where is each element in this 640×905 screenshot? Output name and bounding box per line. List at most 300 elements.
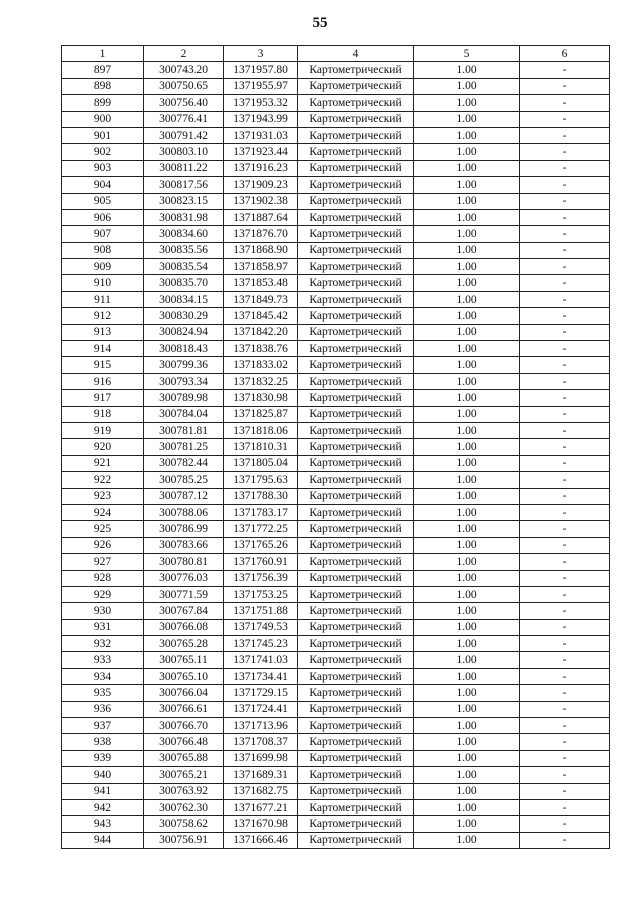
table-row	[62, 422, 610, 438]
note-cell: -	[520, 537, 610, 553]
point-number-cell: 901	[62, 127, 144, 143]
point-number-cell: 930	[62, 603, 144, 619]
table-row	[62, 357, 610, 373]
y-coordinate-cell: 1371953.32	[224, 95, 298, 111]
note-cell: -	[520, 422, 610, 438]
accuracy-cell: 1.00	[414, 603, 520, 619]
x-coordinate-cell: 300831.98	[144, 209, 224, 225]
method-cell: Картометрический	[298, 422, 414, 438]
note-cell: -	[520, 750, 610, 766]
note-cell: -	[520, 636, 610, 652]
accuracy-cell: 1.00	[414, 357, 520, 373]
y-coordinate-cell: 1371845.42	[224, 308, 298, 324]
note-cell: -	[520, 111, 610, 127]
y-coordinate-cell: 1371916.23	[224, 160, 298, 176]
method-cell: Картометрический	[298, 603, 414, 619]
point-number-cell: 929	[62, 586, 144, 602]
method-cell: Картометрический	[298, 504, 414, 520]
method-cell: Картометрический	[298, 636, 414, 652]
method-cell: Картометрический	[298, 226, 414, 242]
method-cell: Картометрический	[298, 95, 414, 111]
note-cell: -	[520, 78, 610, 94]
x-coordinate-cell: 300756.91	[144, 832, 224, 848]
note-cell: -	[520, 373, 610, 389]
accuracy-cell: 1.00	[414, 127, 520, 143]
y-coordinate-cell: 1371753.25	[224, 586, 298, 602]
y-coordinate-cell: 1371853.48	[224, 275, 298, 291]
method-cell: Картометрический	[298, 127, 414, 143]
note-cell: -	[520, 341, 610, 357]
y-coordinate-cell: 1371756.39	[224, 570, 298, 586]
note-cell: -	[520, 832, 610, 848]
method-cell: Картометрический	[298, 734, 414, 750]
point-number-cell: 918	[62, 406, 144, 422]
y-coordinate-cell: 1371772.25	[224, 521, 298, 537]
method-cell: Картометрический	[298, 308, 414, 324]
table-row	[62, 324, 610, 340]
coordinates-table	[61, 45, 610, 849]
method-cell: Картометрический	[298, 586, 414, 602]
note-cell: -	[520, 504, 610, 520]
note-cell: -	[520, 570, 610, 586]
column-header: 3	[224, 46, 298, 62]
point-number-cell: 908	[62, 242, 144, 258]
point-number-cell: 902	[62, 144, 144, 160]
table-row	[62, 62, 610, 78]
table-row	[62, 537, 610, 553]
point-number-cell: 942	[62, 799, 144, 815]
y-coordinate-cell: 1371749.53	[224, 619, 298, 635]
x-coordinate-cell: 300818.43	[144, 341, 224, 357]
point-number-cell: 913	[62, 324, 144, 340]
y-coordinate-cell: 1371868.90	[224, 242, 298, 258]
note-cell: -	[520, 734, 610, 750]
table-row	[62, 636, 610, 652]
point-number-cell: 915	[62, 357, 144, 373]
accuracy-cell: 1.00	[414, 144, 520, 160]
point-number-cell: 939	[62, 750, 144, 766]
point-number-cell: 900	[62, 111, 144, 127]
y-coordinate-cell: 1371833.02	[224, 357, 298, 373]
point-number-cell: 943	[62, 816, 144, 832]
x-coordinate-cell: 300765.28	[144, 636, 224, 652]
point-number-cell: 899	[62, 95, 144, 111]
accuracy-cell: 1.00	[414, 324, 520, 340]
y-coordinate-cell: 1371849.73	[224, 291, 298, 307]
x-coordinate-cell: 300781.81	[144, 422, 224, 438]
y-coordinate-cell: 1371666.46	[224, 832, 298, 848]
column-header: 1	[62, 46, 144, 62]
accuracy-cell: 1.00	[414, 521, 520, 537]
method-cell: Картометрический	[298, 619, 414, 635]
method-cell: Картометрический	[298, 488, 414, 504]
accuracy-cell: 1.00	[414, 734, 520, 750]
x-coordinate-cell: 300743.20	[144, 62, 224, 78]
accuracy-cell: 1.00	[414, 242, 520, 258]
x-coordinate-cell: 300803.10	[144, 144, 224, 160]
point-number-cell: 926	[62, 537, 144, 553]
table-row	[62, 554, 610, 570]
note-cell: -	[520, 324, 610, 340]
accuracy-cell: 1.00	[414, 455, 520, 471]
table-row	[62, 341, 610, 357]
method-cell: Картометрический	[298, 816, 414, 832]
point-number-cell: 921	[62, 455, 144, 471]
x-coordinate-cell: 300823.15	[144, 193, 224, 209]
table-row	[62, 160, 610, 176]
y-coordinate-cell: 1371957.80	[224, 62, 298, 78]
accuracy-cell: 1.00	[414, 718, 520, 734]
note-cell: -	[520, 439, 610, 455]
note-cell: -	[520, 193, 610, 209]
y-coordinate-cell: 1371818.06	[224, 422, 298, 438]
table-row	[62, 308, 610, 324]
point-number-cell: 916	[62, 373, 144, 389]
x-coordinate-cell: 300834.15	[144, 291, 224, 307]
method-cell: Картометрический	[298, 291, 414, 307]
y-coordinate-cell: 1371955.97	[224, 78, 298, 94]
accuracy-cell: 1.00	[414, 226, 520, 242]
x-coordinate-cell: 300750.65	[144, 78, 224, 94]
point-number-cell: 941	[62, 783, 144, 799]
method-cell: Картометрический	[298, 570, 414, 586]
y-coordinate-cell: 1371708.37	[224, 734, 298, 750]
point-number-cell: 940	[62, 767, 144, 783]
table-row	[62, 127, 610, 143]
y-coordinate-cell: 1371760.91	[224, 554, 298, 570]
method-cell: Картометрический	[298, 259, 414, 275]
method-cell: Картометрический	[298, 537, 414, 553]
method-cell: Картометрический	[298, 357, 414, 373]
point-number-cell: 903	[62, 160, 144, 176]
point-number-cell: 937	[62, 718, 144, 734]
method-cell: Картометрический	[298, 406, 414, 422]
table-row	[62, 259, 610, 275]
method-cell: Картометрический	[298, 373, 414, 389]
y-coordinate-cell: 1371842.20	[224, 324, 298, 340]
x-coordinate-cell: 300783.66	[144, 537, 224, 553]
accuracy-cell: 1.00	[414, 504, 520, 520]
x-coordinate-cell: 300834.60	[144, 226, 224, 242]
table-row	[62, 144, 610, 160]
x-coordinate-cell: 300789.98	[144, 390, 224, 406]
table-row	[62, 455, 610, 471]
table-row	[62, 275, 610, 291]
table-row	[62, 701, 610, 717]
accuracy-cell: 1.00	[414, 209, 520, 225]
x-coordinate-cell: 300830.29	[144, 308, 224, 324]
method-cell: Картометрический	[298, 111, 414, 127]
x-coordinate-cell: 300765.88	[144, 750, 224, 766]
point-number-cell: 907	[62, 226, 144, 242]
accuracy-cell: 1.00	[414, 422, 520, 438]
point-number-cell: 914	[62, 341, 144, 357]
method-cell: Картометрический	[298, 718, 414, 734]
note-cell: -	[520, 472, 610, 488]
x-coordinate-cell: 300791.42	[144, 127, 224, 143]
accuracy-cell: 1.00	[414, 406, 520, 422]
note-cell: -	[520, 455, 610, 471]
x-coordinate-cell: 300799.36	[144, 357, 224, 373]
table-row	[62, 111, 610, 127]
note-cell: -	[520, 701, 610, 717]
x-coordinate-cell: 300776.41	[144, 111, 224, 127]
note-cell: -	[520, 619, 610, 635]
accuracy-cell: 1.00	[414, 816, 520, 832]
y-coordinate-cell: 1371810.31	[224, 439, 298, 455]
note-cell: -	[520, 62, 610, 78]
method-cell: Картометрический	[298, 439, 414, 455]
method-cell: Картометрический	[298, 177, 414, 193]
x-coordinate-cell: 300787.12	[144, 488, 224, 504]
point-number-cell: 932	[62, 636, 144, 652]
accuracy-cell: 1.00	[414, 193, 520, 209]
point-number-cell: 936	[62, 701, 144, 717]
method-cell: Картометрический	[298, 341, 414, 357]
table-row	[62, 488, 610, 504]
accuracy-cell: 1.00	[414, 390, 520, 406]
x-coordinate-cell: 300765.10	[144, 668, 224, 684]
accuracy-cell: 1.00	[414, 439, 520, 455]
point-number-cell: 934	[62, 668, 144, 684]
table-row	[62, 95, 610, 111]
note-cell: -	[520, 127, 610, 143]
method-cell: Картометрический	[298, 160, 414, 176]
table-row	[62, 750, 610, 766]
x-coordinate-cell: 300780.81	[144, 554, 224, 570]
y-coordinate-cell: 1371943.99	[224, 111, 298, 127]
accuracy-cell: 1.00	[414, 685, 520, 701]
y-coordinate-cell: 1371830.98	[224, 390, 298, 406]
point-number-cell: 897	[62, 62, 144, 78]
y-coordinate-cell: 1371765.26	[224, 537, 298, 553]
y-coordinate-cell: 1371858.97	[224, 259, 298, 275]
table-row	[62, 472, 610, 488]
table-row	[62, 439, 610, 455]
accuracy-cell: 1.00	[414, 701, 520, 717]
note-cell: -	[520, 275, 610, 291]
accuracy-cell: 1.00	[414, 832, 520, 848]
method-cell: Картометрический	[298, 554, 414, 570]
accuracy-cell: 1.00	[414, 537, 520, 553]
note-cell: -	[520, 291, 610, 307]
table-row	[62, 832, 610, 848]
x-coordinate-cell: 300766.08	[144, 619, 224, 635]
note-cell: -	[520, 259, 610, 275]
method-cell: Картометрический	[298, 209, 414, 225]
point-number-cell: 924	[62, 504, 144, 520]
method-cell: Картометрический	[298, 799, 414, 815]
table-row	[62, 799, 610, 815]
accuracy-cell: 1.00	[414, 308, 520, 324]
x-coordinate-cell: 300766.61	[144, 701, 224, 717]
x-coordinate-cell: 300788.06	[144, 504, 224, 520]
y-coordinate-cell: 1371699.98	[224, 750, 298, 766]
note-cell: -	[520, 799, 610, 815]
x-coordinate-cell: 300824.94	[144, 324, 224, 340]
point-number-cell: 933	[62, 652, 144, 668]
x-coordinate-cell: 300784.04	[144, 406, 224, 422]
y-coordinate-cell: 1371677.21	[224, 799, 298, 815]
method-cell: Картометрический	[298, 685, 414, 701]
accuracy-cell: 1.00	[414, 586, 520, 602]
accuracy-cell: 1.00	[414, 619, 520, 635]
x-coordinate-cell: 300763.92	[144, 783, 224, 799]
y-coordinate-cell: 1371734.41	[224, 668, 298, 684]
accuracy-cell: 1.00	[414, 62, 520, 78]
x-coordinate-cell: 300765.11	[144, 652, 224, 668]
point-number-cell: 927	[62, 554, 144, 570]
accuracy-cell: 1.00	[414, 160, 520, 176]
x-coordinate-cell: 300782.44	[144, 455, 224, 471]
table-row	[62, 209, 610, 225]
method-cell: Картометрический	[298, 832, 414, 848]
page-number: 55	[312, 15, 328, 31]
table-row	[62, 652, 610, 668]
y-coordinate-cell: 1371741.03	[224, 652, 298, 668]
y-coordinate-cell: 1371783.17	[224, 504, 298, 520]
table-row	[62, 521, 610, 537]
accuracy-cell: 1.00	[414, 668, 520, 684]
accuracy-cell: 1.00	[414, 291, 520, 307]
note-cell: -	[520, 209, 610, 225]
method-cell: Картометрический	[298, 472, 414, 488]
y-coordinate-cell: 1371788.30	[224, 488, 298, 504]
note-cell: -	[520, 767, 610, 783]
accuracy-cell: 1.00	[414, 652, 520, 668]
point-number-cell: 922	[62, 472, 144, 488]
table-row	[62, 177, 610, 193]
accuracy-cell: 1.00	[414, 488, 520, 504]
method-cell: Картометрический	[298, 668, 414, 684]
accuracy-cell: 1.00	[414, 177, 520, 193]
point-number-cell: 919	[62, 422, 144, 438]
x-coordinate-cell: 300771.59	[144, 586, 224, 602]
column-header: 5	[414, 46, 520, 62]
method-cell: Картометрический	[298, 242, 414, 258]
table-row	[62, 406, 610, 422]
point-number-cell: 904	[62, 177, 144, 193]
point-number-cell: 898	[62, 78, 144, 94]
point-number-cell: 938	[62, 734, 144, 750]
table-row	[62, 619, 610, 635]
x-coordinate-cell: 300785.25	[144, 472, 224, 488]
x-coordinate-cell: 300793.34	[144, 373, 224, 389]
table-row	[62, 226, 610, 242]
accuracy-cell: 1.00	[414, 275, 520, 291]
table-header-row	[62, 46, 610, 62]
y-coordinate-cell: 1371670.98	[224, 816, 298, 832]
y-coordinate-cell: 1371825.87	[224, 406, 298, 422]
x-coordinate-cell: 300766.48	[144, 734, 224, 750]
y-coordinate-cell: 1371751.88	[224, 603, 298, 619]
accuracy-cell: 1.00	[414, 570, 520, 586]
method-cell: Картометрический	[298, 193, 414, 209]
table-row	[62, 291, 610, 307]
table-row	[62, 78, 610, 94]
x-coordinate-cell: 300766.70	[144, 718, 224, 734]
column-header: 6	[520, 46, 610, 62]
point-number-cell: 911	[62, 291, 144, 307]
y-coordinate-cell: 1371795.63	[224, 472, 298, 488]
method-cell: Картометрический	[298, 62, 414, 78]
method-cell: Картометрический	[298, 78, 414, 94]
accuracy-cell: 1.00	[414, 750, 520, 766]
x-coordinate-cell: 300835.70	[144, 275, 224, 291]
table-row	[62, 816, 610, 832]
accuracy-cell: 1.00	[414, 373, 520, 389]
method-cell: Картометрический	[298, 767, 414, 783]
table-row	[62, 193, 610, 209]
note-cell: -	[520, 668, 610, 684]
note-cell: -	[520, 603, 610, 619]
method-cell: Картометрический	[298, 652, 414, 668]
y-coordinate-cell: 1371682.75	[224, 783, 298, 799]
method-cell: Картометрический	[298, 324, 414, 340]
method-cell: Картометрический	[298, 783, 414, 799]
note-cell: -	[520, 586, 610, 602]
point-number-cell: 912	[62, 308, 144, 324]
y-coordinate-cell: 1371729.15	[224, 685, 298, 701]
point-number-cell: 917	[62, 390, 144, 406]
table-row	[62, 767, 610, 783]
note-cell: -	[520, 554, 610, 570]
note-cell: -	[520, 242, 610, 258]
y-coordinate-cell: 1371923.44	[224, 144, 298, 160]
y-coordinate-cell: 1371902.38	[224, 193, 298, 209]
note-cell: -	[520, 521, 610, 537]
y-coordinate-cell: 1371876.70	[224, 226, 298, 242]
table-row	[62, 570, 610, 586]
point-number-cell: 906	[62, 209, 144, 225]
note-cell: -	[520, 488, 610, 504]
method-cell: Картометрический	[298, 144, 414, 160]
point-number-cell: 923	[62, 488, 144, 504]
y-coordinate-cell: 1371931.03	[224, 127, 298, 143]
y-coordinate-cell: 1371887.64	[224, 209, 298, 225]
accuracy-cell: 1.00	[414, 111, 520, 127]
method-cell: Картометрический	[298, 521, 414, 537]
note-cell: -	[520, 95, 610, 111]
table-row	[62, 373, 610, 389]
method-cell: Картометрический	[298, 390, 414, 406]
point-number-cell: 928	[62, 570, 144, 586]
note-cell: -	[520, 226, 610, 242]
accuracy-cell: 1.00	[414, 767, 520, 783]
point-number-cell: 909	[62, 259, 144, 275]
accuracy-cell: 1.00	[414, 259, 520, 275]
y-coordinate-cell: 1371689.31	[224, 767, 298, 783]
table-row	[62, 586, 610, 602]
note-cell: -	[520, 144, 610, 160]
y-coordinate-cell: 1371909.23	[224, 177, 298, 193]
accuracy-cell: 1.00	[414, 783, 520, 799]
note-cell: -	[520, 816, 610, 832]
point-number-cell: 935	[62, 685, 144, 701]
table-row	[62, 783, 610, 799]
table-row	[62, 390, 610, 406]
table-row	[62, 734, 610, 750]
method-cell: Картометрический	[298, 701, 414, 717]
note-cell: -	[520, 357, 610, 373]
x-coordinate-cell: 300766.04	[144, 685, 224, 701]
point-number-cell: 931	[62, 619, 144, 635]
table-body	[62, 62, 610, 849]
y-coordinate-cell: 1371838.76	[224, 341, 298, 357]
method-cell: Картометрический	[298, 275, 414, 291]
y-coordinate-cell: 1371805.04	[224, 455, 298, 471]
x-coordinate-cell: 300835.56	[144, 242, 224, 258]
